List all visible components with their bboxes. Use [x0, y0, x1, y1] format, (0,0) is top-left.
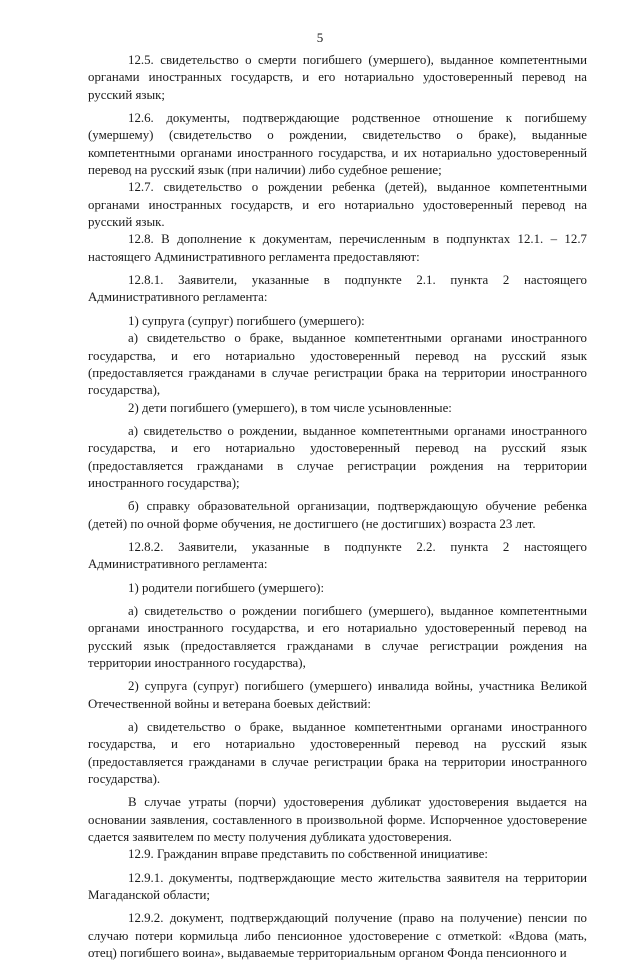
paragraph-12-8-2: 12.8.2. Заявители, указанные в подпункте 2.2. пункта 2 настоящего Административного регламента: — [88, 539, 587, 572]
list-item-veteran-spouse: 2) супруга (супруг) погибшего (умершего) инвалида войны, участника Великой Отечественной войны и ветерана боевых действий: — [88, 679, 587, 711]
list-item-spouse: 1) супруга (супруг) погибшего (умершего): — [128, 313, 365, 328]
list-item-children: 2) дети погибшего (умершего), в том числе усыновленные: — [128, 400, 452, 415]
sub-item-veteran-marriage-certificate: а) свидетельство о браке, выданное компетентными органами иностранного государства, и его нотариально удостоверенный перевод на русский язык (предоставляется гражданами в случае регистрации брака на территории иностранного государства). — [88, 720, 587, 787]
document-body — [88, 52, 587, 963]
paragraph-12-7: 12.7. свидетельство о рождении ребенка (детей), выданное компетентными органами иностранных государств, и его нотариально удостоверенный перевод на русский язык. — [88, 180, 587, 230]
paragraph-12-9: 12.9. Гражданин вправе представить по собственной инициативе: — [128, 847, 488, 862]
list-item-parents: 1) родители погибшего (умершего): — [128, 580, 325, 595]
page-number: 5 — [316, 30, 324, 45]
paragraph-12-9-2: 12.9.2. документ, подтверждающий получение (право на получение) пенсии по случаю потери кормильца либо пенсионное удостоверение с отметкой: «Вдова (мать, отец) погибшего воина», выдаваемые территориальным органом Фонда пенсионного и — [88, 911, 587, 961]
paragraph-duplicate-certificate: В случае утраты (порчи) удостоверения дубликат удостоверения выдается на основании заявления, составленного в произвольной форме. Испорченное удостоверение сдается заявителем по месту получения дубликата удостоверения. — [88, 795, 587, 845]
paragraph-12-8-1: 12.8.1. Заявители, указанные в подпункте 2.1. пункта 2 настоящего Административного регламента: — [88, 273, 587, 305]
sub-item-education-certificate: б) справку образовательной организации, подтверждающую обучение ребенка (детей) по очной форме обучения, не достигшего (не достигших) возраста 23 лет. — [88, 499, 587, 531]
sub-item-marriage-certificate: а) свидетельство о браке, выданное компетентными органами иностранного государства, и его нотариально удостоверенный перевод на русский язык (предоставляется гражданами в случае регистрации брака на территории иностранного государства), — [88, 331, 587, 398]
sub-item-birth-certificate: а) свидетельство о рождении, выданное компетентными органами иностранного государства, и его нотариально удостоверенный перевод на русский язык (предоставляется гражданами в случае регистрации рождения на территории иностранного государства); — [88, 423, 587, 490]
sub-item-deceased-birth-certificate: а) свидетельство о рождении погибшего (умершего), выданное компетентными органами иностранного государства, и его нотариально удостоверенный перевод на русский язык (предоставляется гражданами в случае регистрации рождения на территории иностранного государства), — [88, 603, 587, 670]
paragraph-12-9-1: 12.9.1. документы, подтверждающие место жительства заявителя на территории Магаданской области; — [88, 870, 587, 903]
paragraph-12-5: 12.5. свидетельство о смерти погибшего (умершего), выданное компетентными органами иностранных государств, и его нотариально удостоверенный перевод на русский язык; — [88, 53, 587, 102]
paragraph-12-8: 12.8. В дополнение к документам, перечисленным в подпунктах 12.1. – 12.7 настоящего Административного регламента предоставляют: — [88, 232, 587, 264]
paragraph-12-6: 12.6. документы, подтверждающие родственное отношение к погибшему (умершему) (свидетельство о рождении, свидетельство о браке), выданные компетентными органами иностранного государства, и их нотариально удостоверенный перевод на русский язык (при наличии) либо судебное решение; — [88, 111, 587, 178]
